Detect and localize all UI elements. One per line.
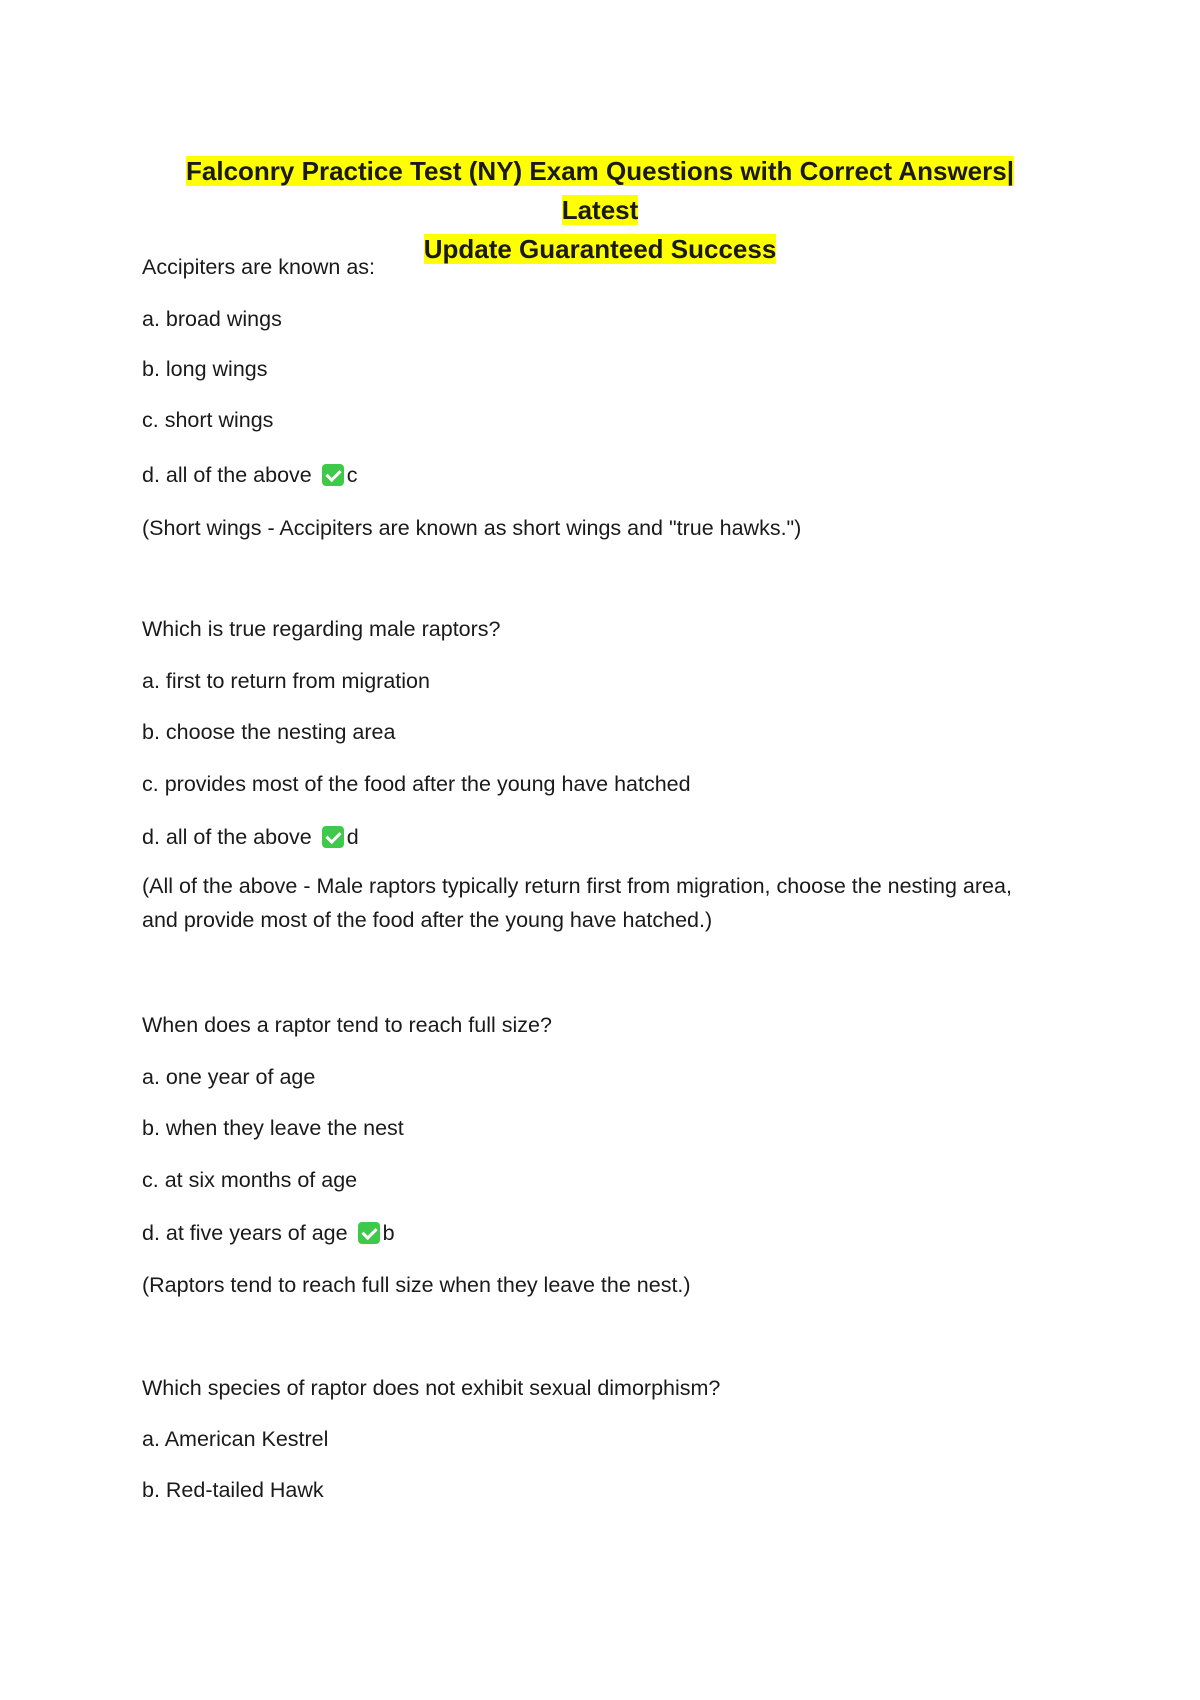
- check-box-icon: [322, 826, 344, 848]
- question-text: Accipiters are known as:: [142, 255, 376, 279]
- option-text: c. at six months of age: [142, 1168, 358, 1192]
- title-line-1: Falconry Practice Test (NY) Exam Questions with Correct Answers| Latest: [186, 156, 1014, 225]
- option-text: b. when they leave the nest: [142, 1116, 404, 1140]
- option-row-with-answer: [142, 824, 359, 850]
- option-text: b. choose the nesting area: [142, 720, 396, 744]
- option-text: a. first to return from migration: [142, 669, 430, 693]
- option-text: d. all of the above: [142, 825, 312, 849]
- option-text: a. broad wings: [142, 307, 282, 331]
- option-text: c. provides most of the food after the young have hatched: [142, 772, 691, 796]
- question-text: Which is true regarding male raptors?: [142, 617, 501, 641]
- answer-letter: b: [382, 1221, 395, 1245]
- answer-letter: d: [346, 825, 359, 849]
- option-row-with-answer: [142, 1220, 395, 1246]
- title-line-2: Update Guaranteed Success: [423, 234, 777, 264]
- option-text: c. short wings: [142, 408, 274, 432]
- question-text: When does a raptor tend to reach full size?: [142, 1013, 552, 1037]
- check-box-icon: [358, 1222, 380, 1244]
- answer-explanation: (Short wings - Accipiters are known as short wings and "true hawks."): [142, 516, 802, 540]
- answer-explanation: (Raptors tend to reach full size when they leave the nest.): [142, 1273, 691, 1297]
- option-row-with-answer: [142, 462, 357, 488]
- option-text: a. one year of age: [142, 1065, 316, 1089]
- option-text: b. Red-tailed Hawk: [142, 1478, 324, 1502]
- answer-letter: c: [346, 463, 358, 487]
- answer-explanation: (All of the above - Male raptors typically return first from migration, choose the nesting area, and provide most of the food after the young have hatched.): [142, 874, 1012, 932]
- option-text: d. all of the above: [142, 463, 312, 487]
- check-box-icon: [322, 464, 344, 486]
- option-text: a. American Kestrel: [142, 1427, 329, 1451]
- question-text: Which species of raptor does not exhibit sexual dimorphism?: [142, 1376, 721, 1400]
- option-text: d. at five years of age: [142, 1221, 348, 1245]
- document-title: [150, 152, 1050, 269]
- option-text: b. long wings: [142, 357, 268, 381]
